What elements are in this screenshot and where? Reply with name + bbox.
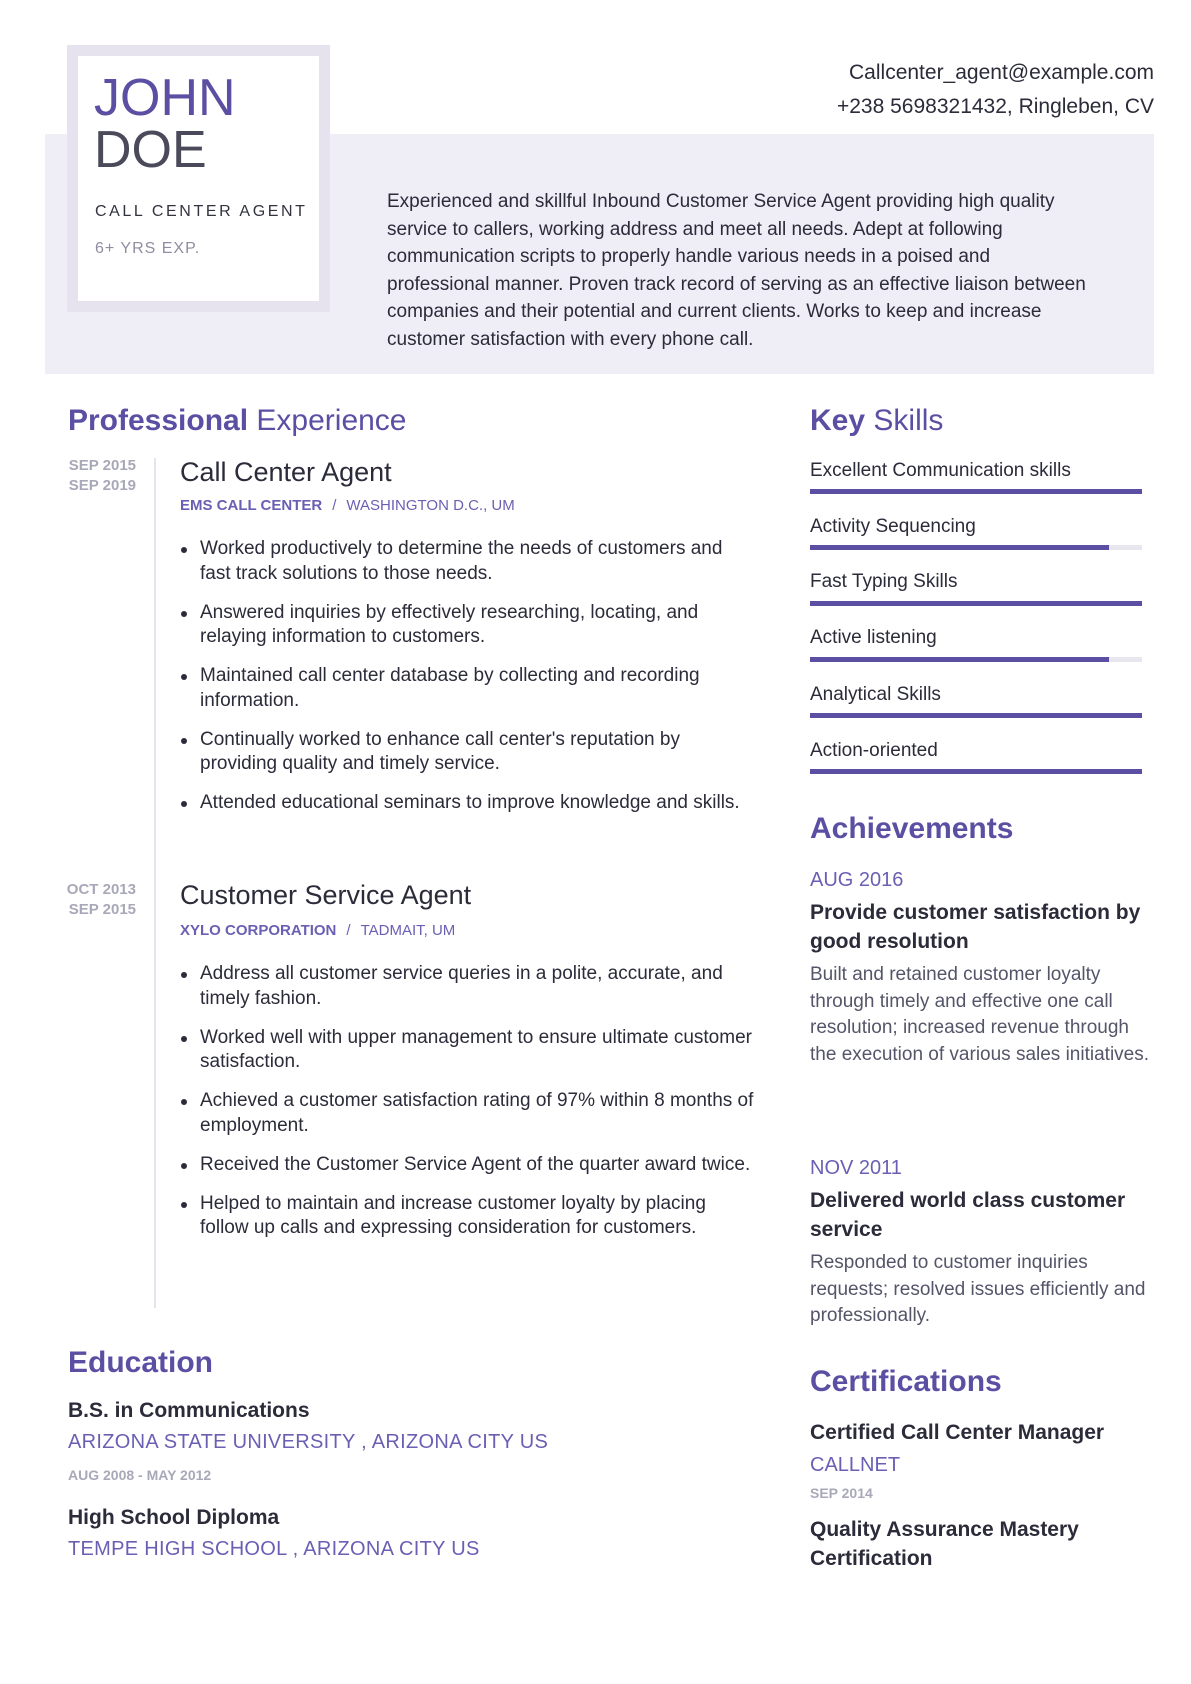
skill-level-bar (810, 489, 1142, 494)
bullet-text: Answered inquiries by effectively researching, locating, and relaying information to customers. (200, 601, 699, 647)
bullet-text: Continually worked to enhance call center's reputation by providing quality and timely service. (200, 728, 680, 774)
skill-level-fill (810, 601, 1142, 606)
certification-name: Certified Call Center Manager (810, 1421, 1105, 1444)
bullet-dot-icon (181, 1163, 187, 1169)
achievement-date: AUG 2016 (810, 869, 904, 891)
bullet-dot-icon (181, 547, 187, 553)
contact-phone-location: +238 5698321432, Ringleben, CV (836, 95, 1154, 118)
list-item (180, 664, 755, 713)
bullet-dot-icon (181, 738, 187, 744)
last-name: DOE (94, 121, 207, 179)
skill-level-bar (810, 713, 1142, 718)
job-end-date: SEP 2015 (68, 901, 136, 918)
job-title: Customer Service Agent (180, 880, 472, 910)
skill-level-bar (810, 601, 1142, 606)
education-school: TEMPE HIGH SCHOOL , ARIZONA CITY US (68, 1538, 480, 1560)
education-degree: High School Diploma (68, 1506, 280, 1529)
skill-level-fill (810, 713, 1142, 718)
job-meta (180, 922, 455, 939)
skill-label: Action-oriented (810, 740, 938, 761)
skill-label: Activity Sequencing (810, 516, 976, 537)
list-item (180, 1089, 755, 1138)
bullet-dot-icon (181, 972, 187, 978)
certification-date: SEP 2014 (810, 1485, 873, 1501)
bullet-text: Worked productively to determine the needs of customers and fast track solutions to those needs. (200, 538, 723, 584)
education-degree: B.S. in Communications (68, 1399, 310, 1422)
list-item (180, 1153, 755, 1178)
certifications-heading-text: Certifications (810, 1365, 1002, 1398)
certifications-heading (810, 1365, 1002, 1399)
list-item (180, 728, 755, 777)
skill-label: Analytical Skills (810, 684, 941, 705)
skills-heading-light: Skills (873, 404, 944, 437)
bullet-dot-icon (181, 611, 187, 617)
education-heading-text: Education (68, 1346, 214, 1379)
bullet-text: Achieved a customer satisfaction rating of 97% within 8 months of employment. (200, 1090, 754, 1136)
job-dates (50, 880, 136, 920)
skill-level-bar (810, 545, 1142, 550)
education-dates: AUG 2008 - MAY 2012 (68, 1467, 212, 1483)
first-name: JOHN (94, 69, 236, 127)
education-heading (68, 1346, 213, 1380)
experience-heading-light: Experience (256, 404, 407, 437)
job-role: CALL CENTER AGENT (95, 203, 308, 220)
job-bullets (180, 537, 755, 830)
experience-heading (68, 404, 407, 438)
experience-timeline (154, 458, 156, 1308)
job-location: WASHINGTON D.C., UM (346, 497, 515, 514)
bullet-text: Attended educational seminars to improve knowledge and skills. (200, 792, 740, 813)
list-item (180, 791, 755, 816)
contact-email[interactable]: Callcenter_agent@example.com (849, 61, 1154, 84)
bullet-dot-icon (181, 1036, 187, 1042)
skill-level-bar (810, 657, 1142, 662)
bullet-dot-icon (181, 1202, 187, 1208)
certification-issuer: CALLNET (810, 1454, 901, 1476)
job-meta-separator: / (346, 922, 351, 939)
achievement-date: NOV 2011 (810, 1157, 902, 1179)
list-item (180, 1026, 755, 1075)
bullet-dot-icon (181, 1099, 187, 1105)
bullet-text: Received the Customer Service Agent of the quarter award twice. (200, 1153, 751, 1175)
job-meta (180, 497, 515, 514)
job-title: Call Center Agent (180, 457, 392, 487)
achievements-heading (810, 812, 1013, 846)
skill-label: Fast Typing Skills (810, 571, 958, 592)
job-meta-separator: / (332, 497, 337, 514)
skill-level-fill (810, 489, 1142, 494)
education-school: ARIZONA STATE UNIVERSITY , ARIZONA CITY US (68, 1431, 549, 1453)
skills-heading-bold: Key (810, 404, 866, 437)
job-start-date: OCT 2013 (66, 881, 136, 898)
achievement-title: Provide customer satisfaction by good resolution (810, 901, 1141, 953)
bullet-dot-icon (181, 674, 187, 680)
experience-heading-bold: Professional (68, 404, 249, 437)
achievement-description: Built and retained customer loyalty through timely and effective one call resolution; increased revenue through the execution of various sales initiatives. (810, 964, 1150, 1065)
skill-level-bar (810, 769, 1142, 774)
list-item (180, 537, 755, 586)
skill-label: Active listening (810, 627, 937, 648)
job-company: XYLO CORPORATION (180, 922, 337, 939)
skills-heading (810, 404, 943, 438)
skill-level-fill (810, 545, 1109, 550)
skill-level-fill (810, 769, 1142, 774)
job-end-date: SEP 2019 (68, 477, 136, 494)
skill-level-fill (810, 657, 1109, 662)
job-bullets (180, 962, 755, 1255)
bullet-text: Helped to maintain and increase customer loyalty by placing follow up calls and expressing consideration for customers. (200, 1192, 706, 1238)
list-item (180, 1192, 755, 1241)
achievements-heading-text: Achievements (810, 812, 1014, 845)
achievement-title: Delivered world class customer service (810, 1189, 1126, 1241)
job-location: TADMAIT, UM (360, 922, 456, 939)
bullet-text: Worked well with upper management to ensure ultimate customer satisfaction. (200, 1026, 752, 1072)
profile-summary: Experienced and skillful Inbound Customer Service Agent providing high quality service to callers, working address and meet all needs. Adept at following communication scripts to properly handle various needs in a poised and professional manner. Proven track record of serving as an effective liaison between companies and their potential and current clients. Works to keep and increase customer satisfaction with every phone call. (387, 191, 1086, 350)
job-company: EMS CALL CENTER (180, 497, 323, 514)
job-start-date: SEP 2015 (68, 457, 136, 474)
certification-name: Quality Assurance Mastery Certification (810, 1518, 1079, 1570)
bullet-text: Address all customer service queries in a polite, accurate, and timely fashion. (200, 963, 723, 1009)
list-item (180, 962, 755, 1011)
job-dates (50, 456, 136, 496)
list-item (180, 601, 755, 650)
years-experience: 6+ YRS EXP. (95, 240, 201, 257)
bullet-dot-icon (181, 801, 187, 807)
bullet-text: Maintained call center database by collecting and recording information. (200, 665, 700, 711)
skill-label: Excellent Communication skills (810, 460, 1071, 481)
achievement-description: Responded to customer inquiries requests; resolved issues efficiently and professionally. (810, 1252, 1146, 1326)
